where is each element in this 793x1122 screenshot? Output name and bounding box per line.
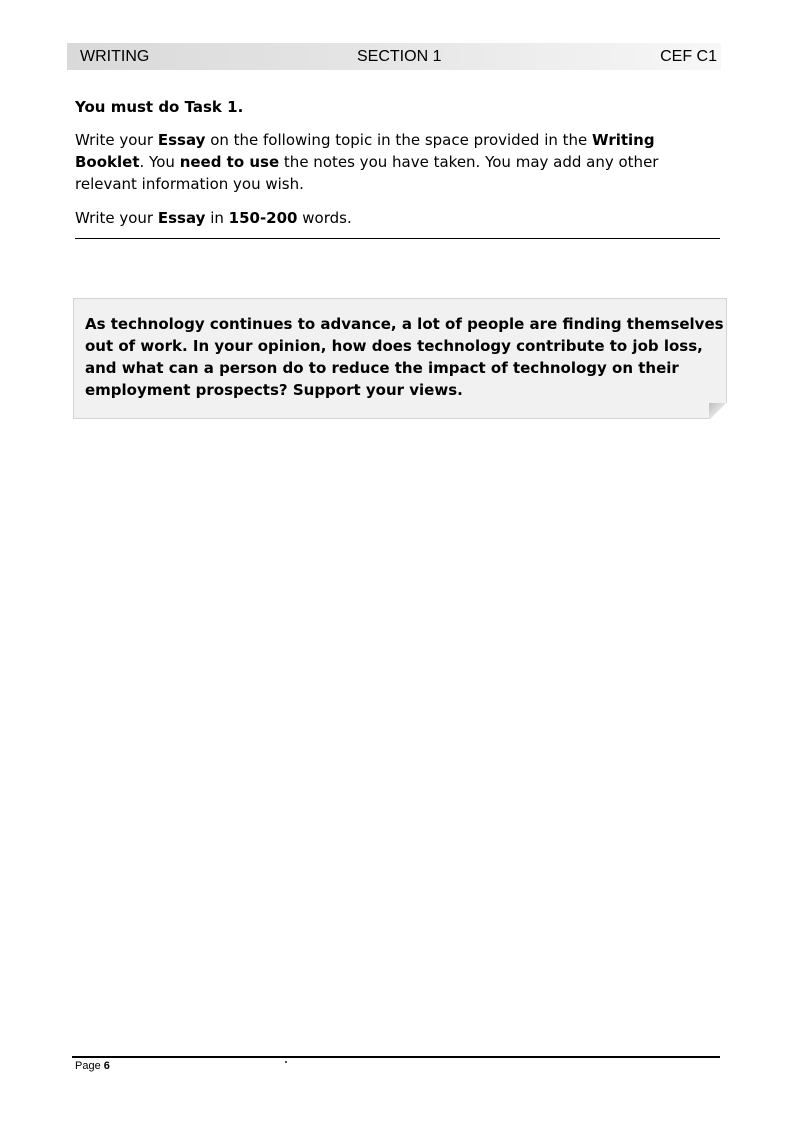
bold-run: Writing Booklet <box>75 131 655 171</box>
essay-topic: As technology continues to advance, a lot of people are finding themselves out of work. In your opinion, how does technology contribute to job loss, and what can a person do to reduce the impact of technology on their employment prospects? Support your views. <box>85 315 724 399</box>
text-run: on the following topic in the space provided in the <box>205 131 593 149</box>
text-run: Write your <box>75 131 158 149</box>
text-run: in <box>205 209 229 227</box>
task-heading: You must do Task 1. <box>75 98 244 116</box>
stray-dot <box>285 1061 287 1063</box>
header-section-name: WRITING <box>80 48 150 65</box>
text-run: words. <box>297 209 352 227</box>
page-number: 6 <box>103 1060 110 1072</box>
bold-run: Essay <box>157 209 206 227</box>
page-footer <box>75 1060 110 1072</box>
page-header <box>67 43 721 70</box>
bold-run: Essay <box>157 131 206 149</box>
text-run: Write your <box>75 209 158 227</box>
bold-run: 150-200 <box>228 209 298 227</box>
bold-run: need to use <box>179 153 280 171</box>
instructions <box>75 96 720 241</box>
text-run: . You <box>139 153 180 171</box>
header-level: CEF C1 <box>660 48 717 65</box>
essay-topic-box <box>73 298 727 419</box>
instruction-paragraph <box>75 129 720 195</box>
page-label: Page <box>75 1060 104 1072</box>
header-section-number: SECTION 1 <box>357 48 442 65</box>
text-run: the notes you have taken. You may add any other relevant information you wish. <box>75 153 659 193</box>
divider-line <box>75 238 720 239</box>
page-curl-icon <box>709 403 727 419</box>
word-count-instruction <box>75 207 720 229</box>
footer-divider <box>72 1056 720 1058</box>
